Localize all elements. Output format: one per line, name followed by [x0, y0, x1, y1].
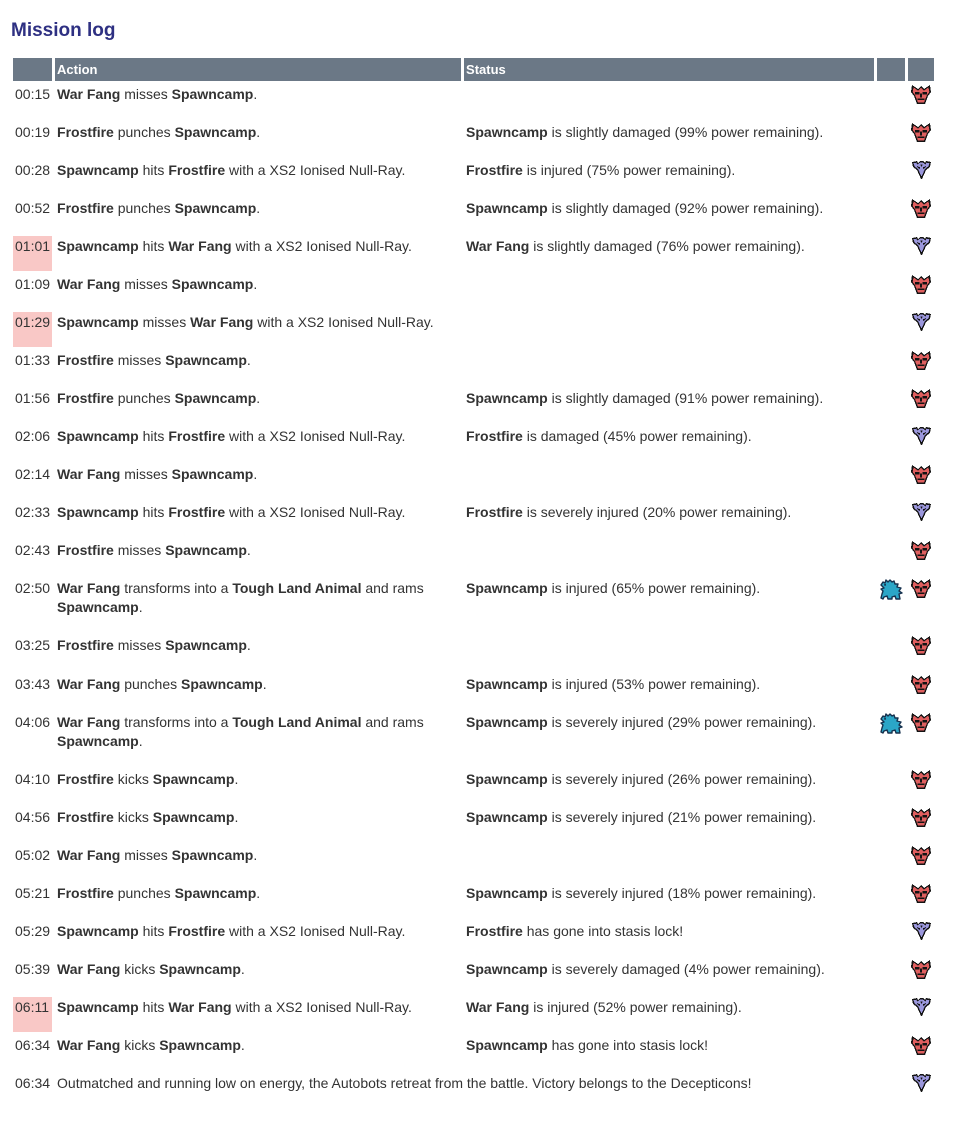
log-status-text	[464, 464, 874, 499]
log-time: 01:56	[15, 390, 51, 407]
character-name: Frostfire	[168, 504, 226, 521]
character-name: Frostfire	[57, 352, 114, 369]
autobot-insignia-icon	[908, 1035, 934, 1070]
transform-icon-cell	[877, 635, 905, 670]
log-row	[13, 845, 934, 880]
log-row	[13, 769, 934, 804]
log-status-text	[464, 540, 874, 575]
character-name: Frostfire	[57, 124, 114, 141]
log-status-text: Spawncamp is severely injured (26% power remaining).	[466, 770, 817, 787]
log-time: 03:25	[15, 637, 51, 654]
character-name: Spawncamp	[57, 922, 139, 939]
character-name: Spawncamp	[466, 1036, 548, 1053]
log-status-text	[464, 84, 874, 119]
transform-icon-cell	[877, 540, 905, 575]
log-status-text	[464, 274, 874, 309]
log-time: 06:34	[15, 1036, 51, 1053]
character-name: Frostfire	[57, 884, 114, 901]
col-header-transform	[877, 58, 905, 81]
character-name: Spawncamp	[466, 808, 548, 825]
log-action-text: Frostfire punches Spawncamp.	[57, 884, 261, 901]
character-name: Tough Land Animal	[232, 580, 362, 597]
character-name: Frostfire	[57, 390, 114, 407]
decepticon-insignia-icon	[908, 160, 934, 195]
col-header-action: Action	[55, 58, 461, 81]
log-action-text: Spawncamp misses War Fang with a XS2 Ionised Null-Ray.	[57, 314, 434, 331]
log-row	[13, 959, 934, 994]
log-action-text: War Fang punches Spawncamp.	[57, 675, 267, 692]
character-name: Frostfire	[466, 162, 523, 179]
character-name: Spawncamp	[57, 314, 139, 331]
log-action-text: War Fang misses Spawncamp.	[57, 846, 258, 863]
decepticon-insignia-icon	[908, 1073, 934, 1108]
log-action-text: Spawncamp hits War Fang with a XS2 Ionised Null-Ray.	[57, 238, 412, 255]
log-action-text: Frostfire misses Spawncamp.	[57, 352, 251, 369]
col-header-faction	[908, 58, 934, 81]
log-status-text: Frostfire is damaged (45% power remaining).	[466, 428, 752, 445]
log-status-text: War Fang is injured (52% power remaining).	[466, 998, 742, 1015]
log-status-text: Spawncamp is severely injured (29% power remaining).	[466, 713, 817, 730]
transform-icon-cell	[877, 769, 905, 804]
character-name: Frostfire	[466, 922, 523, 939]
tough-land-animal-icon	[877, 578, 905, 632]
character-name: Frostfire	[57, 542, 114, 559]
character-name: Spawncamp	[57, 428, 139, 445]
log-time: 02:43	[15, 542, 51, 559]
transform-icon-cell	[877, 350, 905, 385]
character-name: Spawncamp	[466, 580, 548, 597]
character-name: Frostfire	[57, 637, 114, 654]
log-action-text: Spawncamp hits Frostfire with a XS2 Ionised Null-Ray.	[57, 162, 406, 179]
character-name: War Fang	[57, 675, 121, 692]
log-status-text	[464, 350, 874, 385]
log-action-text: Frostfire punches Spawncamp.	[57, 200, 261, 217]
log-time: 00:52	[15, 200, 51, 217]
character-name: Spawncamp	[171, 466, 254, 483]
log-action-text: War Fang transforms into a Tough Land Animal and rams Spawncamp.	[57, 580, 424, 616]
character-name: War Fang	[57, 466, 121, 483]
transform-icon-cell	[877, 807, 905, 842]
character-name: Spawncamp	[466, 675, 548, 692]
table-header-row	[13, 58, 934, 81]
transform-icon-cell	[877, 198, 905, 233]
log-row	[13, 712, 934, 766]
log-time: 03:43	[15, 675, 51, 692]
log-row	[13, 921, 934, 956]
autobot-insignia-icon	[908, 807, 934, 842]
log-action-text: War Fang misses Spawncamp.	[57, 276, 258, 293]
log-status-text: Spawncamp is injured (65% power remaining).	[466, 580, 761, 597]
character-name: Frostfire	[168, 922, 226, 939]
log-row	[13, 426, 934, 461]
autobot-insignia-icon	[908, 959, 934, 994]
transform-icon-cell	[877, 464, 905, 499]
decepticon-insignia-icon	[908, 426, 934, 461]
log-status-text: Spawncamp is severely damaged (4% power remaining).	[466, 960, 825, 977]
transform-icon-cell	[877, 388, 905, 423]
transform-icon-cell	[877, 845, 905, 880]
log-row	[13, 122, 934, 157]
character-name: Frostfire	[57, 200, 114, 217]
log-action-text: War Fang transforms into a Tough Land Animal and rams Spawncamp.	[57, 713, 424, 749]
character-name: War Fang	[466, 998, 530, 1015]
transform-icon-cell	[877, 122, 905, 157]
log-row	[13, 350, 934, 385]
log-time: 02:14	[15, 466, 51, 483]
decepticon-insignia-icon	[908, 312, 934, 347]
log-time: 01:09	[15, 276, 51, 293]
transform-icon-cell	[877, 84, 905, 119]
character-name: War Fang	[57, 276, 121, 293]
autobot-insignia-icon	[908, 674, 934, 709]
log-status-text: Frostfire is injured (75% power remaining).	[466, 162, 736, 179]
log-status-text: Frostfire is severely injured (20% power remaining).	[466, 504, 792, 521]
log-status-text: Spawncamp has gone into stasis lock!	[466, 1036, 709, 1053]
log-time: 00:15	[15, 86, 51, 102]
decepticon-insignia-icon	[908, 502, 934, 537]
log-status-text: Frostfire has gone into stasis lock!	[466, 922, 684, 939]
character-name: Spawncamp	[174, 390, 257, 407]
log-row	[13, 198, 934, 233]
transform-icon-cell	[877, 312, 905, 347]
character-name: Spawncamp	[165, 542, 247, 559]
col-header-status: Status	[464, 58, 874, 81]
autobot-insignia-icon	[908, 274, 934, 309]
character-name: War Fang	[57, 846, 121, 863]
log-time: 00:19	[15, 124, 51, 141]
log-row	[13, 540, 934, 575]
character-name: Spawncamp	[466, 960, 548, 977]
log-row	[13, 883, 934, 918]
log-time: 06:34	[15, 1074, 51, 1091]
log-row	[13, 1035, 934, 1070]
page-title: Mission log	[11, 20, 116, 41]
log-action-text: War Fang misses Spawncamp.	[57, 466, 258, 483]
decepticon-insignia-icon	[908, 921, 934, 956]
log-action-text: Frostfire misses Spawncamp.	[57, 637, 251, 654]
character-name: War Fang	[168, 238, 232, 255]
autobot-insignia-icon	[908, 769, 934, 804]
character-name: Spawncamp	[174, 884, 257, 901]
autobot-insignia-icon	[908, 350, 934, 385]
col-header-time	[13, 58, 52, 81]
log-time: 04:10	[15, 770, 51, 787]
log-row	[13, 274, 934, 309]
log-action-text: Frostfire misses Spawncamp.	[57, 542, 251, 559]
log-action-text: Outmatched and running low on energy, the Autobots retreat from the battle. Victory belongs to the Decepticons!	[57, 1074, 752, 1091]
log-time: 05:21	[15, 884, 51, 901]
log-row	[13, 807, 934, 842]
log-status-text: War Fang is slightly damaged (76% power remaining).	[466, 238, 805, 255]
autobot-insignia-icon	[908, 198, 934, 233]
character-name: Spawncamp	[165, 352, 247, 369]
character-name: Spawncamp	[57, 238, 139, 255]
character-name: Spawncamp	[57, 162, 139, 179]
log-row	[13, 578, 934, 632]
log-time: 00:28	[15, 162, 51, 179]
autobot-insignia-icon	[908, 84, 934, 119]
autobot-insignia-icon	[908, 122, 934, 157]
character-name: Spawncamp	[57, 504, 139, 521]
character-name: War Fang	[57, 86, 121, 102]
character-name: Spawncamp	[466, 390, 548, 407]
autobot-insignia-icon	[908, 635, 934, 670]
log-action-text: War Fang kicks Spawncamp.	[57, 960, 245, 977]
mission-log-table	[10, 55, 937, 1111]
character-name: Frostfire	[57, 770, 114, 787]
autobot-insignia-icon	[908, 388, 934, 423]
log-status-text: Spawncamp is slightly damaged (99% power remaining).	[466, 124, 824, 141]
character-name: Spawncamp	[466, 770, 548, 787]
character-name: Spawncamp	[466, 884, 548, 901]
log-action-text: Spawncamp hits Frostfire with a XS2 Ionised Null-Ray.	[57, 922, 406, 939]
character-name: Spawncamp	[152, 808, 235, 825]
log-row	[13, 464, 934, 499]
log-row	[13, 312, 934, 347]
character-name: Spawncamp	[159, 1036, 241, 1053]
log-status-text: Spawncamp is injured (53% power remaining).	[466, 675, 761, 692]
log-action-text: Frostfire kicks Spawncamp.	[57, 770, 239, 787]
character-name: Spawncamp	[159, 960, 241, 977]
character-name: War Fang	[57, 713, 121, 730]
decepticon-insignia-icon	[908, 236, 934, 271]
character-name: Spawncamp	[57, 732, 139, 749]
character-name: Frostfire	[168, 428, 226, 445]
log-action-text: Spawncamp hits War Fang with a XS2 Ionised Null-Ray.	[57, 998, 412, 1015]
transform-icon-cell	[877, 1035, 905, 1070]
character-name: Tough Land Animal	[232, 713, 362, 730]
transform-icon-cell	[877, 160, 905, 195]
autobot-insignia-icon	[908, 578, 934, 632]
character-name: Frostfire	[466, 504, 523, 521]
character-name: Spawncamp	[174, 124, 257, 141]
character-name: War Fang	[57, 960, 121, 977]
log-row	[13, 388, 934, 423]
log-time: 02:06	[15, 428, 51, 445]
transform-icon-cell	[877, 274, 905, 309]
character-name: War Fang	[190, 314, 254, 331]
log-action-text: Frostfire punches Spawncamp.	[57, 390, 261, 407]
character-name: Frostfire	[168, 162, 226, 179]
log-action-text: Spawncamp hits Frostfire with a XS2 Ionised Null-Ray.	[57, 504, 406, 521]
character-name: Spawncamp	[171, 86, 254, 102]
log-time-highlighted: 06:11	[13, 997, 52, 1032]
log-time: 05:39	[15, 960, 51, 977]
log-row	[13, 236, 934, 271]
log-status-text: Spawncamp is severely injured (18% power remaining).	[466, 884, 817, 901]
decepticon-insignia-icon	[908, 997, 934, 1032]
autobot-insignia-icon	[908, 883, 934, 918]
autobot-insignia-icon	[908, 540, 934, 575]
log-time: 05:29	[15, 922, 51, 939]
log-status-text	[464, 635, 874, 670]
character-name: Spawncamp	[57, 998, 139, 1015]
log-action-text: War Fang kicks Spawncamp.	[57, 1036, 245, 1053]
character-name: Spawncamp	[171, 846, 254, 863]
character-name: Spawncamp	[466, 713, 548, 730]
log-row	[13, 84, 934, 119]
character-name: Spawncamp	[466, 124, 548, 141]
log-row	[13, 635, 934, 670]
tough-land-animal-icon	[877, 712, 905, 766]
log-action-text: Frostfire punches Spawncamp.	[57, 124, 261, 141]
autobot-insignia-icon	[908, 464, 934, 499]
character-name: War Fang	[57, 580, 121, 597]
character-name: Spawncamp	[165, 637, 247, 654]
autobot-insignia-icon	[908, 845, 934, 880]
character-name: Spawncamp	[181, 675, 263, 692]
log-time: 04:06	[15, 713, 51, 730]
transform-icon-cell	[877, 674, 905, 709]
character-name: War Fang	[57, 1036, 121, 1053]
character-name: War Fang	[168, 998, 232, 1015]
transform-icon-cell	[877, 426, 905, 461]
log-time-highlighted: 01:29	[13, 312, 52, 347]
autobot-insignia-icon	[908, 712, 934, 766]
log-row	[13, 1073, 934, 1108]
log-status-text: Spawncamp is slightly damaged (92% power remaining).	[466, 200, 824, 217]
log-row	[13, 502, 934, 537]
character-name: Spawncamp	[466, 200, 548, 217]
log-row	[13, 997, 934, 1032]
log-action-text: Frostfire kicks Spawncamp.	[57, 808, 239, 825]
log-status-text: Spawncamp is slightly damaged (91% power remaining).	[466, 390, 824, 407]
log-time-highlighted: 01:01	[13, 236, 52, 271]
log-time: 02:33	[15, 504, 51, 521]
log-time: 02:50	[15, 580, 51, 597]
transform-icon-cell	[877, 921, 905, 956]
transform-icon-cell	[877, 1073, 905, 1108]
character-name: Spawncamp	[152, 770, 235, 787]
log-status-text	[464, 312, 874, 347]
log-action-text: Spawncamp hits Frostfire with a XS2 Ionised Null-Ray.	[57, 428, 406, 445]
transform-icon-cell	[877, 959, 905, 994]
character-name: Frostfire	[466, 428, 523, 445]
log-status-text	[464, 845, 874, 880]
character-name: War Fang	[466, 238, 530, 255]
character-name: Spawncamp	[171, 276, 254, 293]
transform-icon-cell	[877, 236, 905, 271]
log-time: 04:56	[15, 808, 51, 825]
log-row	[13, 160, 934, 195]
character-name: Spawncamp	[57, 599, 139, 616]
transform-icon-cell	[877, 883, 905, 918]
character-name: Frostfire	[57, 808, 114, 825]
log-time: 01:33	[15, 352, 51, 369]
log-status-text: Spawncamp is severely injured (21% power remaining).	[466, 808, 817, 825]
transform-icon-cell	[877, 502, 905, 537]
log-time: 05:02	[15, 846, 51, 863]
character-name: Spawncamp	[174, 200, 257, 217]
log-row	[13, 674, 934, 709]
transform-icon-cell	[877, 997, 905, 1032]
log-action-text: War Fang misses Spawncamp.	[57, 86, 258, 102]
